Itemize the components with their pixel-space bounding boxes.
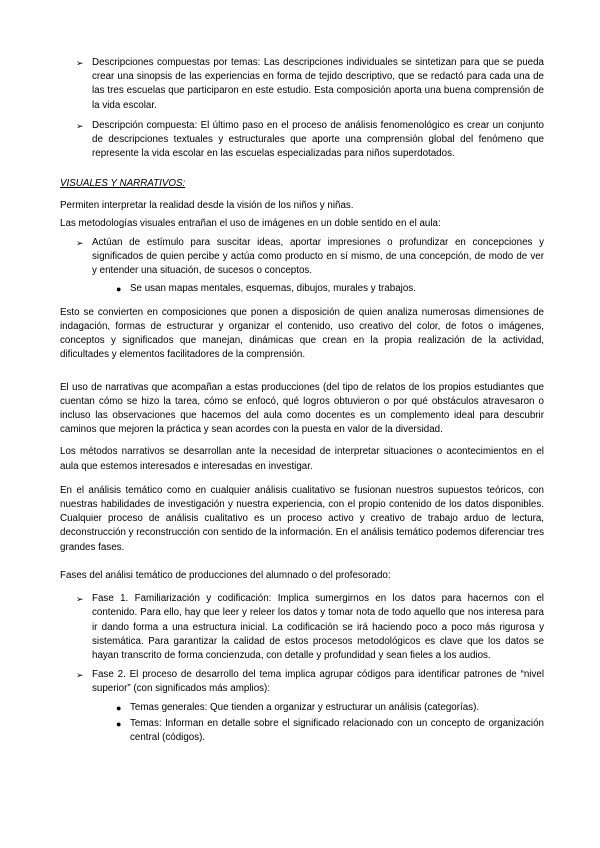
list-item xyxy=(60,668,544,696)
paragraph: El uso de narrativas que acompañan a estas producciones (del tipo de relatos de los propios estudiantes que cuentan cómo se hizo la tarea, cómo se enfocó, qué logros obtuvieron o por qué obstáculos atravesaron o incluso las observaciones que hacemos del aula como docentes es un complemento ideal para descubrir caminos que mejoren la práctica y sean acordes con la puesta en valor de la diversidad. xyxy=(60,381,544,436)
arrow-bullet-icon: ➢ xyxy=(76,594,84,605)
sub-list-item xyxy=(60,717,544,745)
list-item xyxy=(60,56,544,113)
document-page xyxy=(60,56,544,745)
sub-bullet-text: Se usan mapas mentales, esquemas, dibujos, murales y trabajos. xyxy=(130,282,416,294)
arrow-bullet-icon: ➢ xyxy=(76,238,84,249)
arrow-bullet-icon: ➢ xyxy=(76,58,84,68)
list-item xyxy=(60,592,544,663)
sub-bullet-text: Temas generales: Que tienden a organizar y estructurar un análisis (categorías). xyxy=(130,701,480,713)
list-item xyxy=(60,119,544,162)
paragraph: Fases del análisi temático de producciones del alumnado o del profesorado: xyxy=(60,569,391,581)
arrow-bullet-icon: ➢ xyxy=(76,120,84,131)
dot-bullet-icon: ● xyxy=(116,283,122,294)
paragraph: Permiten interpretar la realidad desde la visión de los niños y niñas. xyxy=(60,199,354,211)
bullet-text: Fase 2. El proceso de desarrollo del tema implica agrupar códigos para identificar patrones de “nivel superior” (con significados más amplios): xyxy=(92,669,544,695)
arrow-bullet-icon: ➢ xyxy=(76,670,84,681)
paragraph: En el análisis temático como en cualquier análisis cualitativo se fusionan nuestros supuestos teóricos, con nuestras habilidades de investigación y nuestra experiencia, con el propio contenido de los datos disponibles. Cualquier proceso de análisis cualitativo es un proceso activo y creativo de trabajo arduo de lectura, deconstrucción y reconstrucción con sentido de la información. En el análisis temático podemos diferenciar tres grandes fases. xyxy=(60,484,544,553)
bullet-text: Fase 1. Familiarización y codificación: Implica sumergirnos en los datos para hacernos con el contenido. Para ello, hay que leer y releer los datos y tomar nota de todo aquello que nos interesa para ir dando forma a una estructura inicial. La codificación se irá haciendo poco a poco más rigurosa y sistemática. Para garantizar la calidad de estos procesos metodológicos es clave que los datos se hayan transcrito de forma concienzuda, con detalle y profundidad y sean fieles a los audios. xyxy=(92,593,544,661)
bullet-text: Descripciones compuestas por temas: Las descripciones individuales se sintetizan para que se pueda crear una sinopsis de las experiencias en forma de tejido descriptivo, que se redactó para cada una de las tres escuelas que participaron en este estudio. Esta composición aporta una buena comprensión de la vida escolar. xyxy=(92,57,544,111)
bullet-text: Descripción compuesta: El último paso en el proceso de análisis fenomenológico es crear un conjunto de descripciones textuales y estructurales que aporte una comprensión global del fenómeno que represente la vida escolar en las escuelas especializadas para niños superdotados. xyxy=(92,119,544,160)
dot-bullet-icon: ● xyxy=(116,702,122,713)
list-item xyxy=(60,236,544,279)
paragraph: Los métodos narrativos se desarrollan ante la necesidad de interpretar situaciones o acontecimientos en el aula que estemos interesados e interesadas en investigar. xyxy=(60,446,544,472)
paragraph: Las metodologías visuales entrañan el uso de imágenes en un doble sentido en el aula: xyxy=(60,217,441,229)
sub-bullet-text: Temas: Informan en detalle sobre el significado relacionado con un concepto de organización central (códigos). xyxy=(130,717,544,743)
dot-bullet-icon: ● xyxy=(116,718,122,729)
sub-list-item xyxy=(60,701,544,715)
sub-list-item xyxy=(60,282,544,296)
paragraph: Esto se convierten en composiciones que ponen a disposición de quien analiza numerosas dimensiones de indagación, formas de estructurar y organizar el contenido, uso creativo del color, de fotos o imágenes, conceptos y significados que manejan, dinámicas que crean en la propia realización de la actividad, dificultades y elementos facilitadores de la comprensión. xyxy=(60,306,544,361)
bullet-text: Actúan de estímulo para suscitar ideas, aportar impresiones o profundizar en concepciones y significados de quien percibe y actúa como producto en sí mismo, de una concepción, de modo de ver y entender una situación, de sucesos o conceptos. xyxy=(92,237,544,277)
section-heading: VISUALES Y NARRATIVOS: xyxy=(60,178,186,190)
